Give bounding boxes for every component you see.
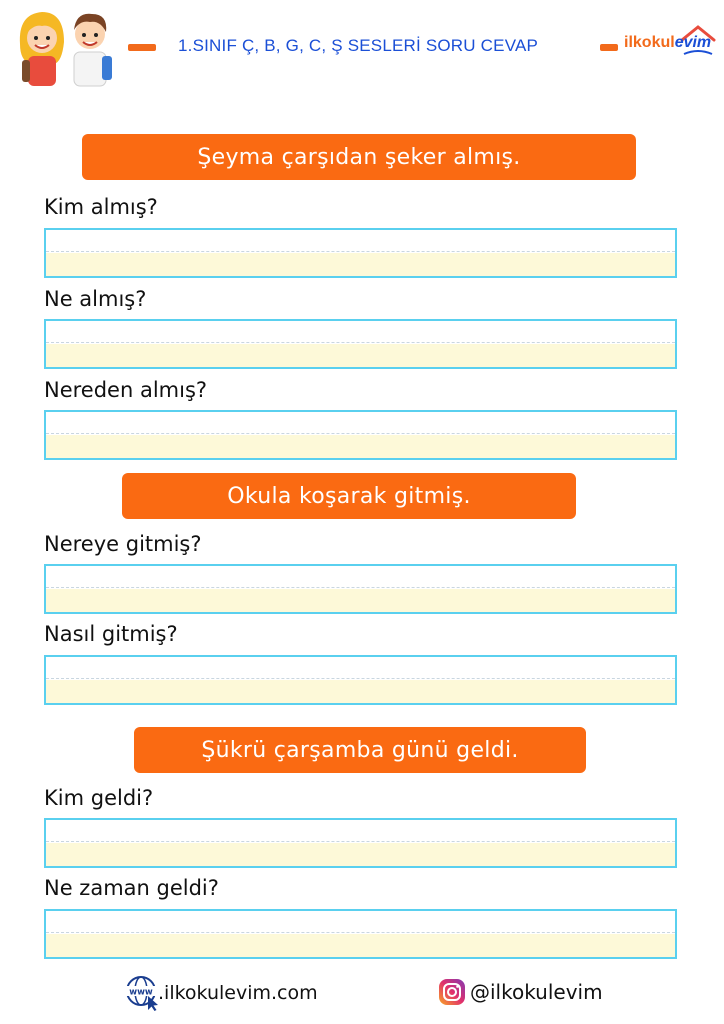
answer-field[interactable]: [44, 410, 677, 460]
answer-field[interactable]: [44, 228, 677, 278]
page-title: 1.SINIF Ç, B, G, C, Ş SESLERİ SORU CEVAP: [178, 36, 539, 55]
answer-field[interactable]: [44, 319, 677, 369]
answer-field[interactable]: [44, 818, 677, 868]
website-link[interactable]: .ilkokulevim.com: [158, 982, 318, 1004]
question-label: Kim almış?: [44, 195, 158, 219]
web-icon-label: www: [129, 987, 153, 998]
sentence-banner-2: Okula koşarak gitmiş.: [122, 473, 576, 519]
brand-part-ilkokul: ilkokul: [624, 34, 675, 51]
sentence-banner-3: Şükrü çarşamba günü geldi.: [134, 727, 586, 773]
kids-illustration-icon: [14, 4, 118, 88]
question-label: Ne zaman geldi?: [44, 876, 219, 900]
question-label: Ne almış?: [44, 287, 147, 311]
answer-field[interactable]: [44, 564, 677, 614]
instagram-icon: [438, 978, 466, 1006]
page-header: [0, 0, 724, 92]
brand-logo: [624, 24, 720, 68]
question-label: Kim geldi?: [44, 786, 154, 810]
answer-field[interactable]: [44, 909, 677, 959]
header-dash-right: [600, 44, 618, 51]
page-footer: [0, 968, 724, 1018]
question-label: Nereden almış?: [44, 378, 208, 402]
globe-cursor-icon: [124, 974, 162, 1012]
sentence-banner-1: Şeyma çarşıdan şeker almış.: [82, 134, 636, 180]
answer-field[interactable]: [44, 655, 677, 705]
question-label: Nasıl gitmiş?: [44, 622, 178, 646]
brand-part-evim: evim: [674, 34, 712, 51]
instagram-handle[interactable]: @ilkokulevim: [470, 980, 603, 1004]
question-label: Nereye gitmiş?: [44, 532, 202, 556]
header-dash-left: [128, 44, 156, 51]
brand-text: [624, 34, 711, 52]
